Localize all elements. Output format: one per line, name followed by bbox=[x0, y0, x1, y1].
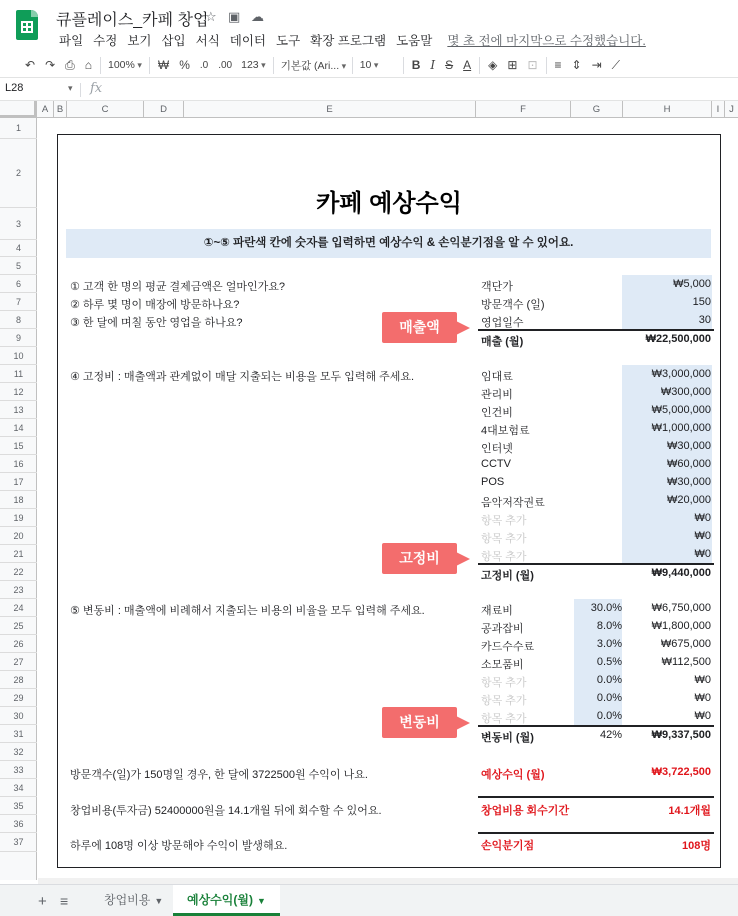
variable-rate-input[interactable]: 0.0% bbox=[596, 692, 622, 704]
row-header[interactable]: 16 bbox=[0, 455, 37, 473]
row-header[interactable]: 37 bbox=[0, 833, 37, 852]
variable-cost-value: ₩1,800,000 bbox=[651, 620, 711, 632]
row-header[interactable]: 22 bbox=[0, 563, 37, 581]
instruction-banner: ①~⑤ 파란색 칸에 숫자를 입력하면 예상수익 & 손익분기점을 알 수 있어요. bbox=[66, 229, 711, 258]
add-sheet-icon[interactable]: + bbox=[38, 893, 47, 910]
sheet-grid[interactable] bbox=[38, 118, 738, 880]
row-header[interactable]: 33 bbox=[0, 761, 37, 779]
row-header[interactable]: 2 bbox=[0, 139, 37, 208]
fixed-total-value: ₩9,440,000 bbox=[651, 567, 711, 579]
variable-cost-value: ₩0 bbox=[694, 692, 711, 704]
chevron-down-icon[interactable]: ▼ bbox=[154, 896, 164, 906]
row-header[interactable]: 26 bbox=[0, 635, 37, 653]
row-header[interactable]: 6 bbox=[0, 275, 37, 293]
sheet-tab-startup-cost[interactable] bbox=[90, 885, 177, 916]
breakeven-value: 108명 bbox=[682, 840, 711, 852]
toolbar-divider bbox=[273, 57, 274, 74]
fixed-cost-input[interactable]: ₩30,000 bbox=[666, 476, 711, 488]
column-header[interactable]: J bbox=[729, 104, 734, 115]
all-sheets-icon[interactable]: ≡ bbox=[60, 893, 69, 909]
row-header[interactable]: 28 bbox=[0, 671, 37, 689]
expected-profit-label: 예상수익 (월) bbox=[481, 769, 545, 781]
toolbar-divider bbox=[546, 57, 547, 74]
merge-cells-icon[interactable]: ⊡ bbox=[527, 58, 538, 72]
variable-rate-input[interactable]: 8.0% bbox=[596, 620, 622, 632]
menu-file[interactable]: 파일 bbox=[59, 34, 84, 48]
move-folder-icon[interactable]: ▣ bbox=[228, 9, 241, 24]
revenue-item-label: 객단가 bbox=[481, 281, 513, 293]
toolbar-divider bbox=[100, 57, 101, 74]
row-header[interactable]: 34 bbox=[0, 779, 37, 797]
formula-divider bbox=[80, 83, 81, 97]
column-header[interactable]: E bbox=[184, 101, 476, 118]
row-header[interactable]: 27 bbox=[0, 653, 37, 671]
row-header[interactable]: 12 bbox=[0, 383, 37, 401]
text-rotation-icon[interactable]: ⟋ bbox=[611, 57, 621, 72]
row-header[interactable]: 9 bbox=[0, 329, 37, 347]
price-per-customer-input[interactable]: ₩5,000 bbox=[673, 278, 711, 290]
variable-rate-input[interactable]: 0.0% bbox=[596, 710, 622, 722]
revenue-tag: 매출액 bbox=[382, 312, 457, 343]
row-header[interactable]: 18 bbox=[0, 491, 37, 509]
variable-cost-label: 항목 추가 bbox=[481, 695, 527, 707]
variable-rate-input[interactable]: 0.5% bbox=[596, 656, 622, 668]
divider bbox=[478, 832, 714, 834]
menu-bar bbox=[54, 31, 651, 49]
menu-tools[interactable]: 도구 bbox=[276, 34, 301, 48]
fixed-cost-label: 음악저작권료 bbox=[481, 497, 545, 509]
revenue-item-label: 영업일수 bbox=[481, 317, 524, 329]
zoom-select[interactable]: 100% ▾ bbox=[104, 59, 146, 71]
column-header[interactable]: C bbox=[67, 101, 144, 118]
row-header[interactable]: 3 bbox=[0, 208, 37, 240]
toolbar-divider bbox=[403, 57, 404, 74]
toolbar-divider bbox=[149, 57, 150, 74]
title-bar bbox=[0, 0, 738, 52]
variable-rate-input[interactable]: 30.0% bbox=[590, 602, 622, 614]
fixed-cost-label: 관리비 bbox=[481, 389, 513, 401]
fixed-total-label: 고정비 (월) bbox=[481, 570, 534, 582]
fixed-cost-label: 4대보험료 bbox=[481, 425, 530, 437]
fixed-cost-label: 항목 추가 bbox=[481, 515, 527, 527]
row-header[interactable]: 4 bbox=[0, 240, 37, 257]
text-color-icon[interactable]: A bbox=[463, 58, 472, 72]
variable-rate-input[interactable]: 3.0% bbox=[596, 638, 622, 650]
row-header[interactable]: 15 bbox=[0, 437, 37, 455]
text-wrap-icon[interactable]: ⇥ bbox=[591, 58, 602, 72]
breakeven-label: 손익분기점 bbox=[481, 840, 535, 852]
select-all-corner[interactable] bbox=[0, 101, 37, 118]
row-header[interactable]: 20 bbox=[0, 527, 37, 545]
toolbar bbox=[0, 53, 738, 78]
row-header[interactable]: 25 bbox=[0, 617, 37, 635]
variable-cost-tag: 변동비 bbox=[382, 707, 457, 738]
row-header[interactable]: 23 bbox=[0, 581, 37, 599]
expected-profit-value: ₩3,722,500 bbox=[651, 766, 711, 778]
fixed-cost-label: CCTV bbox=[481, 458, 511, 470]
fixed-cost-label: 인터넷 bbox=[481, 443, 513, 455]
fixed-cost-input[interactable]: ₩20,000 bbox=[666, 494, 711, 506]
paint-format-icon[interactable]: ⌂ bbox=[84, 58, 92, 72]
fixed-cost-input[interactable]: ₩3,000,000 bbox=[651, 368, 711, 380]
variable-cost-value: ₩0 bbox=[694, 674, 711, 686]
document-title[interactable]: 큐플레이스_카페 창업 bbox=[56, 12, 209, 29]
row-headers bbox=[0, 118, 37, 880]
font-size-select[interactable]: 10 ▾ bbox=[356, 59, 400, 71]
variable-cost-label: 소모품비 bbox=[481, 659, 524, 671]
last-edit-link[interactable]: 몇 초 전에 마지막으로 수정했습니다. bbox=[447, 34, 646, 48]
row-header[interactable]: 11 bbox=[0, 365, 37, 383]
variable-cost-value: ₩112,500 bbox=[661, 656, 711, 668]
row-header[interactable]: 24 bbox=[0, 599, 37, 617]
row-header[interactable]: 1 bbox=[0, 118, 37, 139]
variable-cost-value: ₩0 bbox=[694, 710, 711, 722]
variable-cost-value: ₩6,750,000 bbox=[651, 602, 711, 614]
fixed-cost-label: 항목 추가 bbox=[481, 551, 527, 563]
fx-icon: fx bbox=[90, 81, 103, 96]
fixed-cost-input[interactable]: ₩60,000 bbox=[666, 458, 711, 470]
fixed-cost-input[interactable]: ₩0 bbox=[694, 548, 711, 560]
menu-help[interactable]: 도움말 bbox=[396, 34, 433, 48]
report-card bbox=[57, 134, 721, 868]
variable-cost-label: 카드수수료 bbox=[481, 641, 535, 653]
horizontal-align-icon[interactable]: ≡ bbox=[554, 58, 562, 72]
question-2: ② 하루 몇 명이 매장에 방문하나요? bbox=[70, 299, 240, 311]
question-5: ⑤ 변동비 : 매출액에 비례해서 지출되는 비용의 비율을 모두 입력해 주세요. bbox=[70, 605, 425, 617]
row-header[interactable]: 35 bbox=[0, 797, 37, 815]
summary-breakeven-text: 하루에 108명 이상 방문해야 수익이 발생해요. bbox=[70, 840, 288, 852]
fixed-cost-input[interactable]: ₩30,000 bbox=[666, 440, 711, 452]
menu-extensions[interactable]: 확장 프로그램 bbox=[310, 34, 387, 48]
variable-cost-label: 항목 추가 bbox=[481, 713, 527, 725]
divider bbox=[478, 796, 714, 798]
column-header[interactable]: I bbox=[712, 101, 725, 118]
fixed-cost-label: 항목 추가 bbox=[481, 533, 527, 545]
business-days-input[interactable]: 30 bbox=[698, 314, 711, 326]
column-header[interactable]: D bbox=[144, 101, 184, 118]
increase-decimal-button[interactable]: .00 bbox=[218, 59, 233, 71]
vertical-align-icon[interactable]: ⇕ bbox=[571, 58, 582, 72]
question-3: ③ 한 달에 며칠 동안 영업을 하나요? bbox=[70, 317, 243, 329]
toolbar-divider bbox=[352, 57, 353, 74]
chevron-down-icon[interactable]: ▼ bbox=[256, 896, 266, 906]
payback-period-value: 14.1개월 bbox=[668, 805, 711, 817]
row-header[interactable]: 21 bbox=[0, 545, 37, 563]
payback-period-label: 창업비용 회수기간 bbox=[481, 805, 570, 817]
column-headers bbox=[0, 101, 738, 118]
row-header[interactable]: 29 bbox=[0, 689, 37, 707]
fixed-cost-input[interactable]: ₩1,000,000 bbox=[651, 422, 711, 434]
name-box[interactable]: L28 bbox=[5, 82, 24, 94]
column-header[interactable]: G bbox=[571, 101, 623, 118]
sheets-logo-icon[interactable] bbox=[16, 10, 38, 40]
fill-color-icon[interactable]: ◈ bbox=[488, 58, 498, 72]
redo-icon[interactable]: ↷ bbox=[45, 58, 56, 72]
row-header[interactable]: 30 bbox=[0, 707, 37, 725]
row-header[interactable]: 32 bbox=[0, 743, 37, 761]
divider bbox=[478, 329, 714, 331]
cloud-status-icon[interactable]: ☁ bbox=[251, 9, 264, 24]
print-icon[interactable]: ⎙ bbox=[65, 57, 75, 72]
question-4: ④ 고정비 : 매출액과 관계없이 매달 지출되는 비용을 모두 입력해 주세요. bbox=[70, 371, 415, 383]
fixed-cost-label: 임대료 bbox=[481, 371, 513, 383]
font-family-select[interactable]: 기본값 (Ari... ▾ bbox=[277, 58, 349, 73]
column-header[interactable]: F bbox=[476, 101, 571, 118]
more-formats-select[interactable]: 123 ▾ bbox=[237, 59, 270, 71]
column-header[interactable]: B bbox=[54, 101, 67, 118]
formula-bar bbox=[0, 79, 738, 101]
summary-payback-text: 창업비용(투자금) 52400000원을 14.1개월 뒤에 회수할 수 있어요. bbox=[70, 805, 382, 817]
menu-view[interactable]: 보기 bbox=[127, 34, 152, 48]
undo-icon[interactable]: ↶ bbox=[25, 58, 36, 72]
decrease-decimal-button[interactable]: .0 bbox=[199, 59, 209, 71]
italic-icon[interactable]: I bbox=[430, 58, 436, 72]
question-1: ① 고객 한 명의 평균 결제금액은 얼마인가요? bbox=[70, 281, 285, 293]
fixed-cost-tag: 고정비 bbox=[382, 543, 457, 574]
summary-profit-text: 방문객수(일)가 150명일 경우, 한 달에 3722500원 수익이 나요. bbox=[70, 769, 368, 781]
row-header[interactable]: 17 bbox=[0, 473, 37, 491]
percent-format-button[interactable]: % bbox=[179, 58, 190, 72]
row-header[interactable]: 5 bbox=[0, 257, 37, 275]
menu-data[interactable]: 데이터 bbox=[229, 34, 267, 48]
daily-visitors-input[interactable]: 150 bbox=[692, 296, 711, 308]
fixed-cost-input[interactable]: ₩0 bbox=[694, 530, 711, 542]
row-header[interactable]: 31 bbox=[0, 725, 37, 743]
revenue-item-label: 방문객수 (일) bbox=[481, 299, 545, 311]
fixed-cost-label: POS bbox=[481, 476, 505, 488]
row-header[interactable]: 36 bbox=[0, 815, 37, 833]
row-header[interactable]: 14 bbox=[0, 419, 37, 437]
strikethrough-icon[interactable]: S bbox=[445, 58, 454, 72]
variable-cost-label: 항목 추가 bbox=[481, 677, 527, 689]
variable-total-value: ₩9,337,500 bbox=[651, 729, 711, 741]
row-header[interactable]: 13 bbox=[0, 401, 37, 419]
report-title: 카페 예상수익 bbox=[316, 190, 462, 217]
currency-format-button[interactable]: ₩ bbox=[157, 58, 170, 72]
row-header[interactable]: 10 bbox=[0, 347, 37, 365]
variable-total-label: 변동비 (월) bbox=[481, 732, 534, 744]
sheet-tab-label: 창업비용 bbox=[104, 893, 151, 907]
column-header[interactable]: A bbox=[37, 101, 54, 118]
menu-insert[interactable]: 삽입 bbox=[161, 34, 186, 48]
menu-format[interactable]: 서식 bbox=[195, 34, 220, 48]
toolbar-divider bbox=[479, 57, 480, 74]
variable-cost-label: 재료비 bbox=[481, 605, 513, 617]
row-header[interactable]: 7 bbox=[0, 293, 37, 311]
fixed-cost-input[interactable]: ₩0 bbox=[694, 512, 711, 524]
variable-rate-input[interactable]: 0.0% bbox=[596, 674, 622, 686]
sheet-tab-label: 예상수익(월) bbox=[187, 893, 253, 907]
column-header[interactable]: H bbox=[623, 101, 712, 118]
row-header[interactable]: 19 bbox=[0, 509, 37, 527]
bold-icon[interactable]: B bbox=[411, 58, 421, 72]
menu-edit[interactable]: 수정 bbox=[93, 34, 118, 48]
monthly-revenue-value: ₩22,500,000 bbox=[645, 333, 711, 345]
chevron-down-icon[interactable]: ▾ bbox=[68, 83, 73, 93]
sheet-tab-monthly-profit[interactable] bbox=[173, 885, 280, 916]
sheet-tab-bar bbox=[0, 884, 738, 916]
borders-icon[interactable]: ⊞ bbox=[507, 58, 518, 72]
variable-cost-label: 공과잡비 bbox=[481, 623, 524, 635]
row-header[interactable]: 8 bbox=[0, 311, 37, 329]
fixed-cost-input[interactable]: ₩5,000,000 bbox=[651, 404, 711, 416]
fixed-cost-label: 인건비 bbox=[481, 407, 513, 419]
variable-cost-value: ₩675,000 bbox=[660, 638, 711, 650]
monthly-revenue-label: 매출 (월) bbox=[481, 336, 524, 348]
star-icon[interactable]: ☆ bbox=[205, 9, 217, 24]
variable-total-pct: 42% bbox=[599, 729, 622, 741]
fixed-cost-input[interactable]: ₩300,000 bbox=[660, 386, 711, 398]
